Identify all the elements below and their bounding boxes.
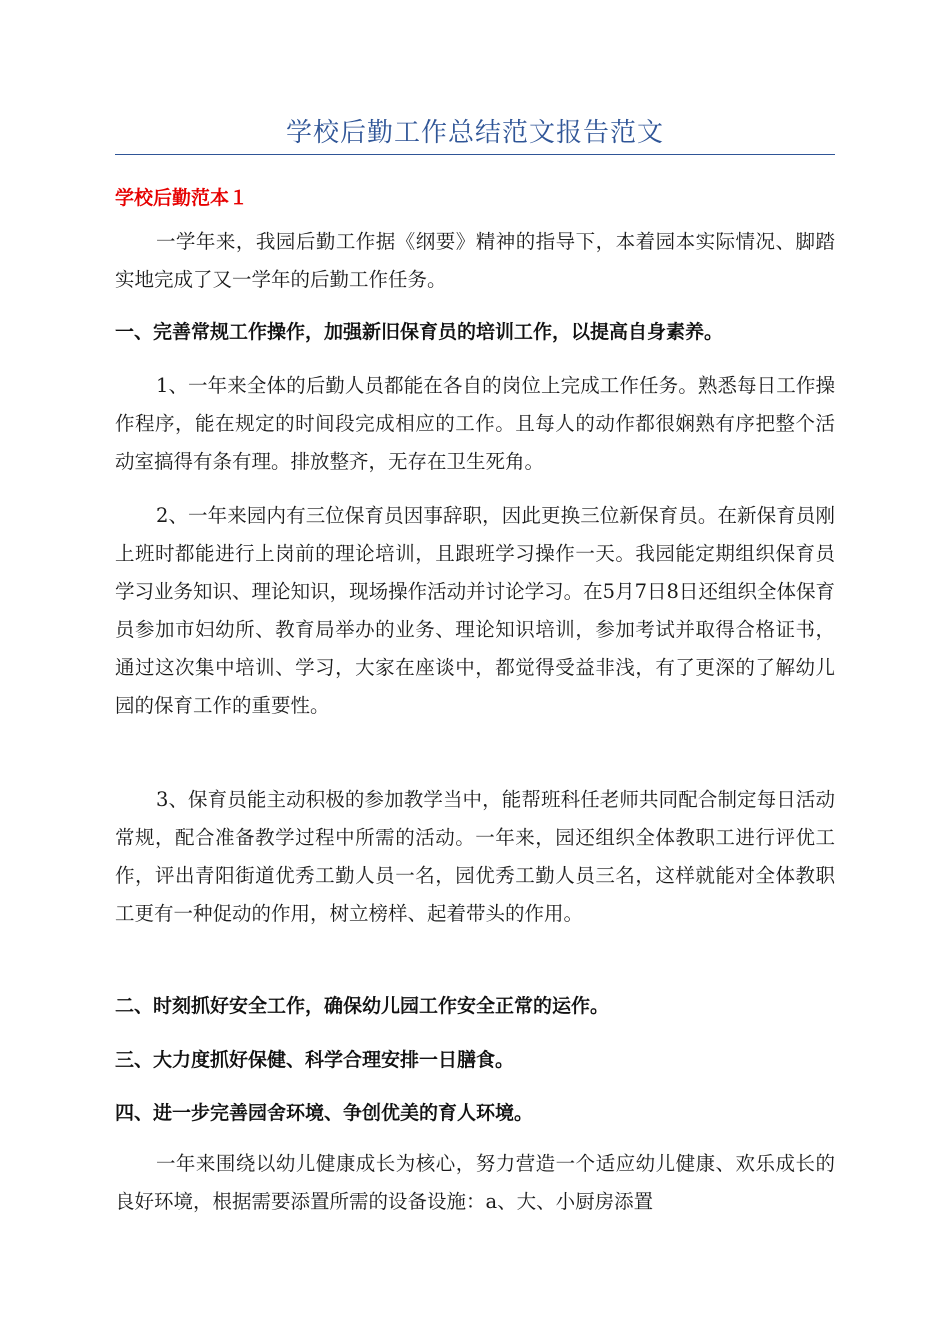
heading-1: 一、完善常规工作操作，加强新旧保育员的培训工作，以提高自身素养。: [115, 321, 724, 343]
paragraph-1: 1、一年来全体的后勤人员都能在各自的岗位上完成工作任务。熟悉每日工作操作程序，能在规定的时间段完成相应的工作。且每人的动作都很娴熟有序把整个活动室搞得有条有理。排放整齐，无存在卫生死角。: [115, 374, 835, 473]
intro-paragraph: 一学年来，我园后勤工作据《纲要》精神的指导下，本着园本实际情况、脚踏实地完成了又一学年的后勤工作任务。: [115, 230, 835, 291]
paragraph-2: 2、一年来园内有三位保育员因事辞职，因此更换三位新保育员。在新保育员刚上班时都能进行上岗前的理论培训，且跟班学习操作一天。我园能定期组织保育员学习业务知识、理论知识，现场操作活动并讨论学习。在5月7日8日还组织全体保育员参加市妇幼所、教育局举办的业务、理论知识培训，参加考试并取得合格证书，通过这次集中培训、学习，大家在座谈中，都觉得受益非浅，有了更深的了解幼儿园的保育工作的重要性。: [115, 504, 835, 717]
heading-3: 三、大力度抓好保健、科学合理安排一日膳食。: [115, 1049, 515, 1071]
paragraph-3: 3、保育员能主动积极的参加教学当中，能帮班科任老师共同配合制定每日活动常规，配合准备教学过程中所需的活动。一年来，园还组织全体教职工进行评优工作，评出青阳街道优秀工勤人员一名，园优秀工勤人员三名，这样就能对全体教职工更有一种促动的作用，树立榜样、起着带头的作用。: [115, 788, 835, 925]
heading-2: 二、时刻抓好安全工作，确保幼儿园工作安全正常的运作。: [115, 995, 610, 1017]
title-underline: [115, 154, 835, 155]
section-label: 学校后勤范本１: [115, 187, 249, 209]
paragraph-4: 一年来围绕以幼儿健康成长为核心，努力营造一个适应幼儿健康、欢乐成长的良好环境，根据需要添置所需的设备设施：a、大、小厨房添置: [115, 1152, 835, 1213]
heading-4: 四、进一步完善园舍环境、争创优美的育人环境。: [115, 1102, 534, 1124]
document-title: 学校后勤工作总结范文报告范文: [285, 118, 664, 148]
